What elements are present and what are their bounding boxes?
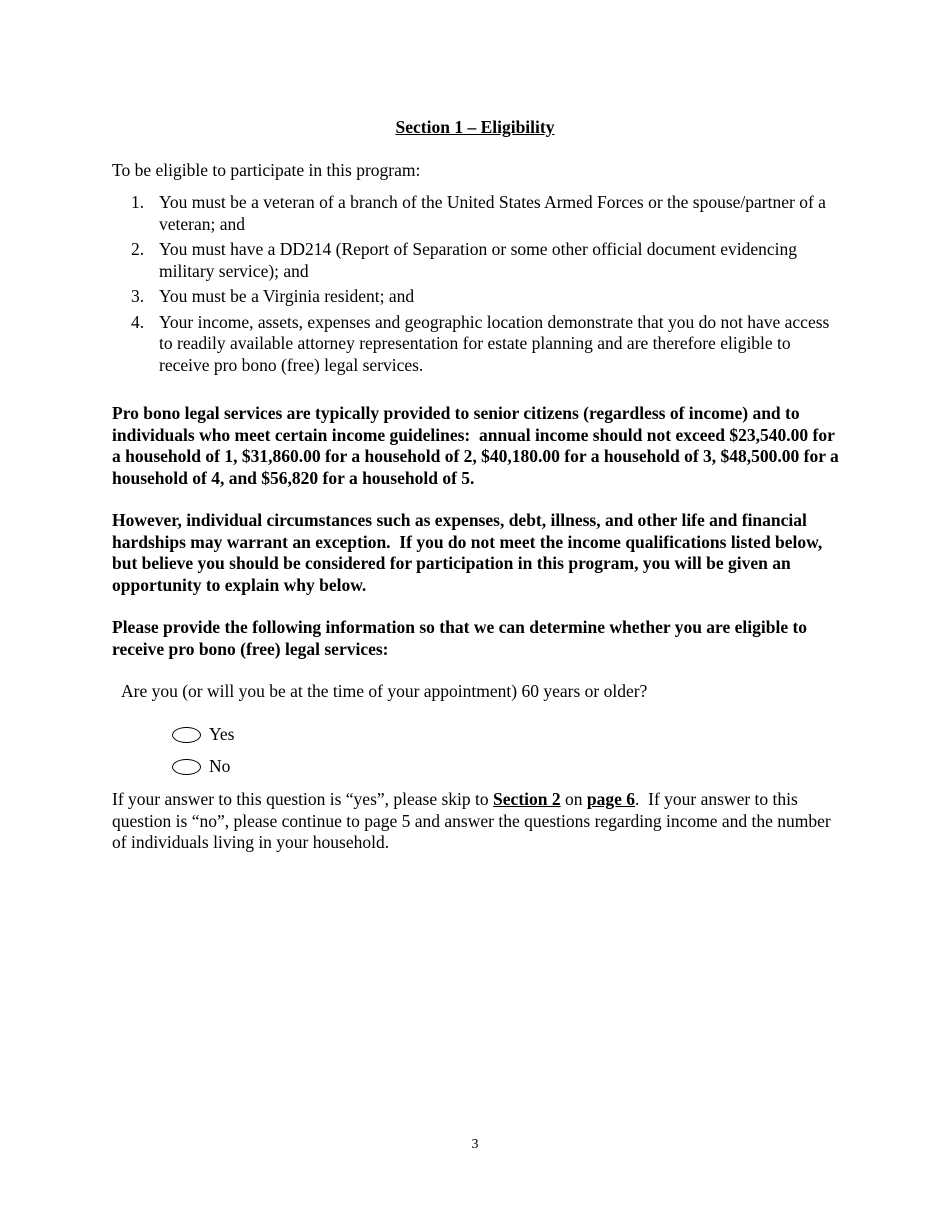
answer-instructions-paragraph	[112, 789, 842, 854]
yes-radio-option[interactable]	[172, 724, 234, 746]
no-radio-label[interactable]: No	[209, 756, 231, 776]
list-item-text: You must have a DD214 (Report of Separation or some other official document evidencing military service); and	[159, 239, 797, 281]
list-item-number: 1.	[131, 192, 145, 212]
section-title: Section 1 – Eligibility	[395, 117, 555, 137]
no-radio-option[interactable]	[172, 756, 230, 778]
answer-instructions-part1: If your answer to this question is “yes”, please skip to	[112, 789, 494, 809]
list-item	[112, 239, 842, 282]
page-number: 3	[471, 1137, 479, 1152]
list-item	[112, 286, 842, 308]
intro-text: To be eligible to participate in this program:	[112, 160, 421, 180]
yes-radio-button[interactable]	[172, 727, 201, 743]
provide-info-paragraph: Please provide the following information so that we can determine whether you are eligible to receive pro bono (free) legal services:	[112, 617, 808, 659]
list-item-text: Your income, assets, expenses and geographic location demonstrate that you do not have access to readily available attorney representation for estate planning and are therefore eligible to receive pro bono (free) legal services.	[159, 311, 830, 375]
exceptions-paragraph: However, individual circumstances such as expenses, debt, illness, and other life and financial hardships may warrant an exception. If you do not meet the income qualifications listed below, but believe you should be considered for participation in this program, you will be given an opportunity to explain why below.	[112, 510, 823, 595]
page-6-reference: page 6	[586, 789, 635, 809]
list-item-number: 4.	[131, 311, 145, 332]
list-item	[112, 312, 842, 377]
list-item-number: 2.	[131, 239, 145, 259]
income-guidelines-paragraph: Pro bono legal services are typically provided to senior citizens (regardless of income) and to individuals who meet certain income guidelines: annual income should not exceed $23,540.00 for a household of 1, $31,860.00 for a household of 2, $40,180.00 for a household of 3, $48,500.00 for a household of 4, and $56,820 for a household of 5.	[112, 403, 839, 488]
eligibility-list	[112, 192, 842, 380]
no-radio-button[interactable]	[172, 759, 201, 775]
answer-instructions-part3: . If your answer to this question is “no”, please continue to page 5 and answer the questions regarding income and the number of individuals living in your household.	[112, 789, 831, 852]
list-item	[112, 192, 842, 235]
yes-radio-label[interactable]: Yes	[209, 724, 235, 744]
answer-instructions-part2: on	[560, 789, 587, 809]
list-item-text: You must be a veteran of a branch of the United States Armed Forces or the spouse/partner of a veteran; and	[159, 192, 826, 234]
list-item-text: You must be a Virginia resident; and	[159, 286, 415, 306]
list-item-number: 3.	[131, 286, 145, 306]
age-question: Are you (or will you be at the time of your appointment) 60 years or older?	[121, 681, 648, 701]
section-2-reference: Section 2	[493, 789, 561, 809]
